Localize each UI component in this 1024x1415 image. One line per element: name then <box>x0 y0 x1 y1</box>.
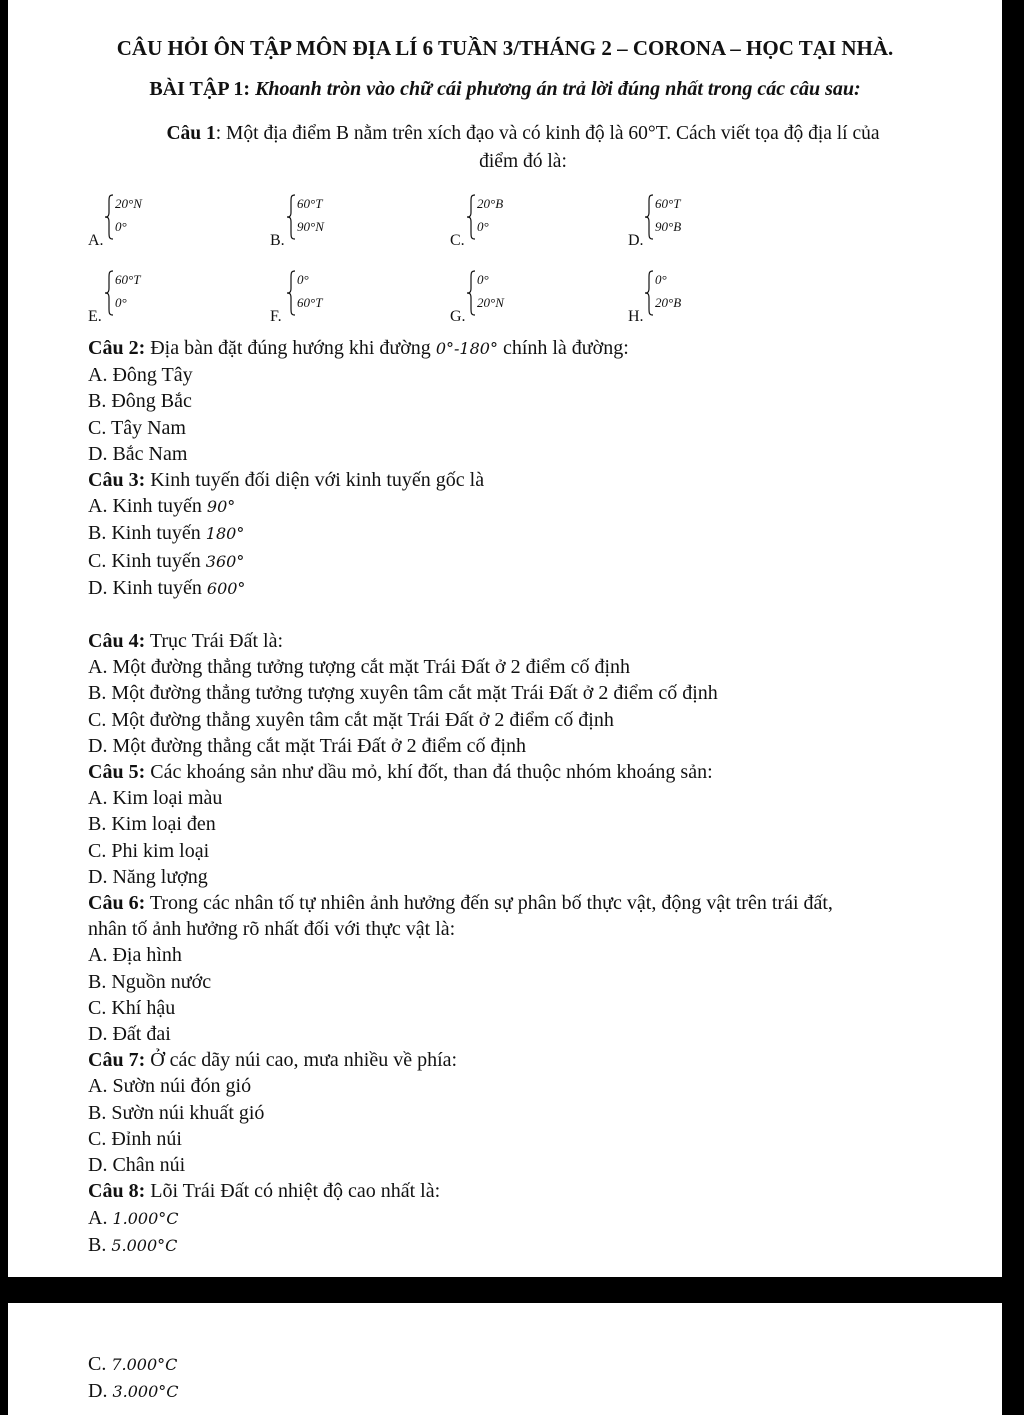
q2-text-after: chính là đường: <box>497 337 629 359</box>
q6-text: Trong các nhân tố tự nhiên ảnh hưởng đến sự phân bố thực vật, động vật trên trái đất, <box>145 892 833 915</box>
option-letter: G. <box>450 308 466 325</box>
q1-option-b <box>270 192 390 250</box>
q5-option-a: A. Kim loại màu <box>88 787 223 810</box>
q8-option-d <box>88 1378 179 1405</box>
question-5-heading <box>88 759 962 785</box>
q3-a-prefix: A. Kinh tuyến <box>88 495 207 518</box>
q8-d-prefix: D. <box>88 1380 113 1402</box>
q8-option-a <box>88 1205 962 1232</box>
curly-brace-icon <box>644 194 654 240</box>
q1-text: : Một địa điểm B nằm trên xích đạo và có kinh độ là 60°T. Cách viết tọa độ địa lí của <box>215 123 880 144</box>
q5-label: Câu 5: <box>88 761 146 784</box>
q3-label: Câu 3: <box>88 469 146 492</box>
exercise-heading <box>8 78 1002 101</box>
q1-option-g <box>450 268 570 326</box>
q6-option-c: C. Khí hậu <box>88 996 176 1019</box>
q3-b-value: 180° <box>205 524 245 544</box>
curly-brace-icon <box>286 194 296 240</box>
q1-label: Câu 1 <box>166 123 216 144</box>
option-letter: C. <box>450 232 465 249</box>
coordinate-bottom: 0° <box>115 295 127 310</box>
question-8-heading <box>88 1178 962 1204</box>
q3-c-prefix: C. Kinh tuyến <box>88 549 206 572</box>
option-letter: B. <box>270 232 285 249</box>
page-top <box>8 0 1002 1277</box>
q2-option-c: C. Tây Nam <box>88 416 186 439</box>
q1-text-line2: điểm đó là: <box>479 151 567 172</box>
q3-option-c <box>88 548 962 575</box>
q2-option-a: A. Đông Tây <box>88 364 193 387</box>
q1-option-h <box>628 268 748 326</box>
q6-text-line2: nhân tố ảnh hưởng rõ nhất đối với thực vật là: <box>88 918 456 941</box>
option-letter: F. <box>270 308 282 325</box>
coordinate-top: 20°B <box>477 196 504 211</box>
q5-option-c: C. Phi kim loại <box>88 839 210 862</box>
q8-b-value: 5.000°C <box>111 1235 178 1255</box>
coordinate-bottom: 0° <box>477 219 489 234</box>
question-3-heading <box>88 467 962 493</box>
q3-a-value: 90° <box>206 497 236 517</box>
q4-text: Trục Trái Đất là: <box>145 630 284 653</box>
q8-d-value: 3.000°C <box>112 1382 179 1401</box>
curly-brace-icon <box>104 194 114 240</box>
q7-option-c: C. Đỉnh núi <box>88 1127 182 1150</box>
page-bottom <box>8 1303 1002 1415</box>
q2-option-b: B. Đông Bắc <box>88 390 192 413</box>
curly-brace-icon <box>644 270 654 316</box>
q2-math: 0°-180° <box>435 339 498 358</box>
q4-option-c: C. Một đường thẳng xuyên tâm cắt mặt Trái Đất ở 2 điểm cố định <box>88 708 614 731</box>
q1-option-c <box>450 192 570 250</box>
question-1 <box>104 120 942 176</box>
coordinate-bottom: 90°N <box>297 219 324 234</box>
q8-option-c <box>88 1351 179 1378</box>
question-7-heading <box>88 1047 962 1073</box>
q1-option-f <box>270 268 390 326</box>
q7-option-b: B. Sườn núi khuất gió <box>88 1101 265 1124</box>
coordinate-bottom: 20°N <box>477 295 504 310</box>
curly-brace-icon <box>104 270 114 316</box>
q8-c-prefix: C. <box>88 1353 112 1375</box>
q6-option-a: A. Địa hình <box>88 944 182 967</box>
q6-label: Câu 6: <box>88 892 146 915</box>
q7-label: Câu 7: <box>88 1049 146 1072</box>
q4-option-d: D. Một đường thẳng cắt mặt Trái Đất ở 2 điểm cố định <box>88 734 527 757</box>
q1-option-d <box>628 192 748 250</box>
q8-b-prefix: B. <box>88 1233 112 1256</box>
exercise-label: BÀI TẬP 1: <box>149 78 251 100</box>
q8-label: Câu 8: <box>88 1180 146 1203</box>
coordinate-top: 20°N <box>115 196 142 211</box>
coordinate-top: 0° <box>477 272 489 287</box>
coordinate-top: 60°T <box>297 196 323 211</box>
q3-option-d <box>88 575 962 602</box>
coordinate-bottom: 60°T <box>297 295 323 310</box>
coordinate-top: 0° <box>655 272 667 287</box>
questions-continued <box>88 1351 179 1405</box>
q5-text: Các khoáng sản như dầu mỏ, khí đốt, than đá thuộc nhóm khoáng sản: <box>145 761 713 784</box>
option-letter: A. <box>88 232 104 249</box>
q1-option-e <box>88 268 208 326</box>
q3-d-value: 600° <box>206 578 246 598</box>
q4-option-b: B. Một đường thẳng tưởng tượng xuyên tâm cắt mặt Trái Đất ở 2 điểm cố định <box>88 682 718 705</box>
curly-brace-icon <box>466 194 476 240</box>
q2-option-d: D. Bắc Nam <box>88 442 188 465</box>
coordinate-bottom: 20°B <box>655 295 682 310</box>
q8-a-value: 1.000°C <box>112 1208 179 1228</box>
q7-option-d: D. Chân núi <box>88 1154 186 1177</box>
q5-option-b: B. Kim loại đen <box>88 813 216 836</box>
q7-text: Ở các dãy núi cao, mưa nhiều về phía: <box>145 1049 458 1072</box>
questions-body <box>88 335 962 1259</box>
q8-text: Lõi Trái Đất có nhiệt độ cao nhất là: <box>145 1180 441 1203</box>
option-letter: D. <box>628 232 644 249</box>
q8-c-value: 7.000°C <box>111 1355 178 1374</box>
curly-brace-icon <box>286 270 296 316</box>
q4-option-a: A. Một đường thẳng tưởng tượng cắt mặt Trái Đất ở 2 điểm cố định <box>88 656 631 679</box>
q3-option-a <box>88 493 962 520</box>
q7-option-a: A. Sườn núi đón gió <box>88 1075 252 1098</box>
q2-label: Câu 2: <box>88 337 146 359</box>
curly-brace-icon <box>466 270 476 316</box>
q1-option-a <box>88 192 208 250</box>
q6-option-d: D. Đất đai <box>88 1023 171 1046</box>
q3-text: Kinh tuyến đối diện với kinh tuyến gốc là <box>145 469 485 492</box>
question-4-heading <box>88 628 962 654</box>
q3-d-prefix: D. Kinh tuyến <box>88 576 207 599</box>
q4-label: Câu 4: <box>88 630 146 653</box>
q3-option-b <box>88 520 962 547</box>
exercise-instruction: Khoanh tròn vào chữ cái phương án trả lời đúng nhất trong các câu sau: <box>255 78 861 100</box>
q2-text: Địa bàn đặt đúng hướng khi đường <box>145 337 436 359</box>
coordinate-top: 60°T <box>115 272 141 287</box>
q3-b-prefix: B. Kinh tuyến <box>88 522 206 545</box>
q6-option-b: B. Nguồn nước <box>88 970 212 993</box>
document-title: CÂU HỎI ÔN TẬP MÔN ĐỊA LÍ 6 TUẦN 3/THÁNG 2 – CORONA – HỌC TẠI NHÀ. <box>116 36 894 60</box>
q5-option-d: D. Năng lượng <box>88 865 208 888</box>
q8-a-prefix: A. <box>88 1206 113 1229</box>
option-letter: E. <box>88 308 102 325</box>
option-letter: H. <box>628 308 644 325</box>
question-6-heading <box>88 890 962 916</box>
coordinate-top: 60°T <box>655 196 681 211</box>
question-2-heading <box>88 335 962 362</box>
coordinate-top: 0° <box>297 272 309 287</box>
spacer <box>88 602 962 628</box>
q3-c-value: 360° <box>205 551 245 571</box>
coordinate-bottom: 90°B <box>655 219 682 234</box>
q8-option-b <box>88 1232 962 1259</box>
coordinate-bottom: 0° <box>115 219 127 234</box>
